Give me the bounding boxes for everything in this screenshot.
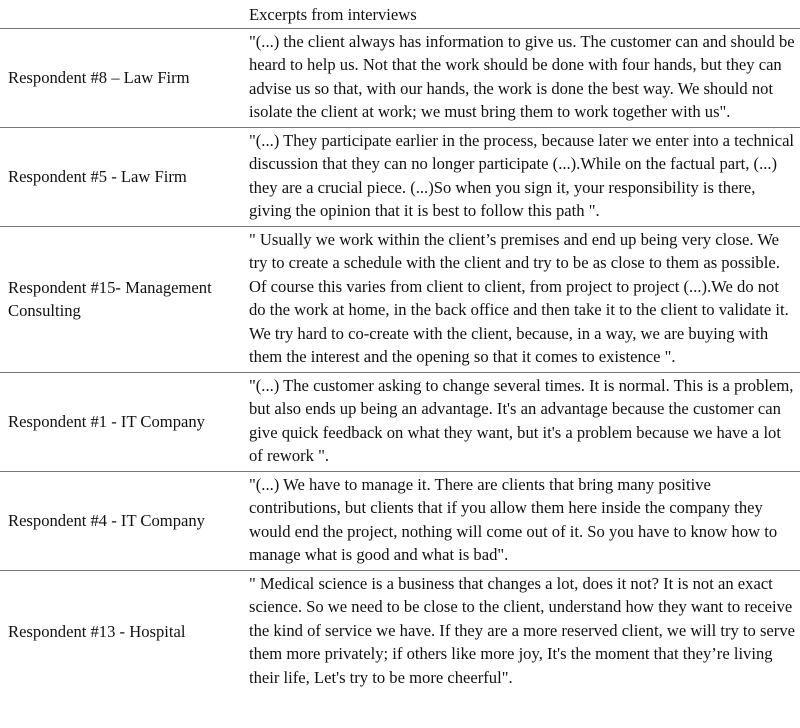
respondent-cell: Respondent #15- Management Consulting — [0, 226, 243, 372]
table-row — [0, 127, 800, 226]
excerpt-cell: "(...) The customer asking to change several times. It is normal. This is a problem, but also ends up being an advantage. It's an advantage because the customer can give quick feedback on what they want, but it's a problem because we have a lot of rework ". — [243, 372, 800, 471]
excerpt-cell: "(...) We have to manage it. There are clients that bring many positive contributions, but clients that if you allow them here inside the company they would end the project, nothing will come out of it. So you have to know how to manage what is good and what is bad". — [243, 471, 800, 570]
excerpt-cell: "(...) the client always has information to give us. The customer can and should be heard to help us. Not that the work should be done with four hands, but they can advise us so that, with our hands, the work is done the best way. We should not isolate the client at work; we must bring them to work together with us". — [243, 28, 800, 127]
excerpt-cell: " Usually we work within the client’s premises and end up being very close. We try to create a schedule with the client and try to be as close to them as possible. Of course this varies from client to client, from project to project (...).We do not do the work at home, in the back office and then take it to the client to validate it. We try hard to co-create with the client, because, in a way, we are buying with them the interest and the opening so that it comes to existence ". — [243, 226, 800, 372]
respondent-cell: Respondent #5 - Law Firm — [0, 127, 243, 226]
respondent-cell: Respondent #1 - IT Company — [0, 372, 243, 471]
respondent-cell: Respondent #8 – Law Firm — [0, 28, 243, 127]
table-row — [0, 28, 800, 127]
table-row — [0, 226, 800, 372]
excerpt-cell: "(...) They participate earlier in the process, because later we enter into a technical discussion that they can no longer participate (...).While on the factual part, (...) they are a crucial piece. (...)So when you sign it, your responsibility is there, giving the opinion that it is best to follow this path ". — [243, 127, 800, 226]
table-row — [0, 570, 800, 692]
respondent-column-header — [0, 0, 243, 28]
excerpt-cell: " Medical science is a business that changes a lot, does it not? It is not an exact science. So we need to be close to the client, understand how they want to receive the kind of service we have. If they are a more reserved client, we will try to serve them more privately; if others like more joy, It's the moment that they’re living their life, Let's try to be more cheerful". — [249, 573, 795, 687]
excerpts-column-header: Excerpts from interviews — [243, 0, 800, 28]
respondent-cell: Respondent #4 - IT Company — [0, 471, 243, 570]
table-header-row — [0, 0, 800, 28]
respondent-cell: Respondent #13 - Hospital — [8, 621, 186, 641]
table-row — [0, 372, 800, 471]
table-row — [0, 471, 800, 570]
